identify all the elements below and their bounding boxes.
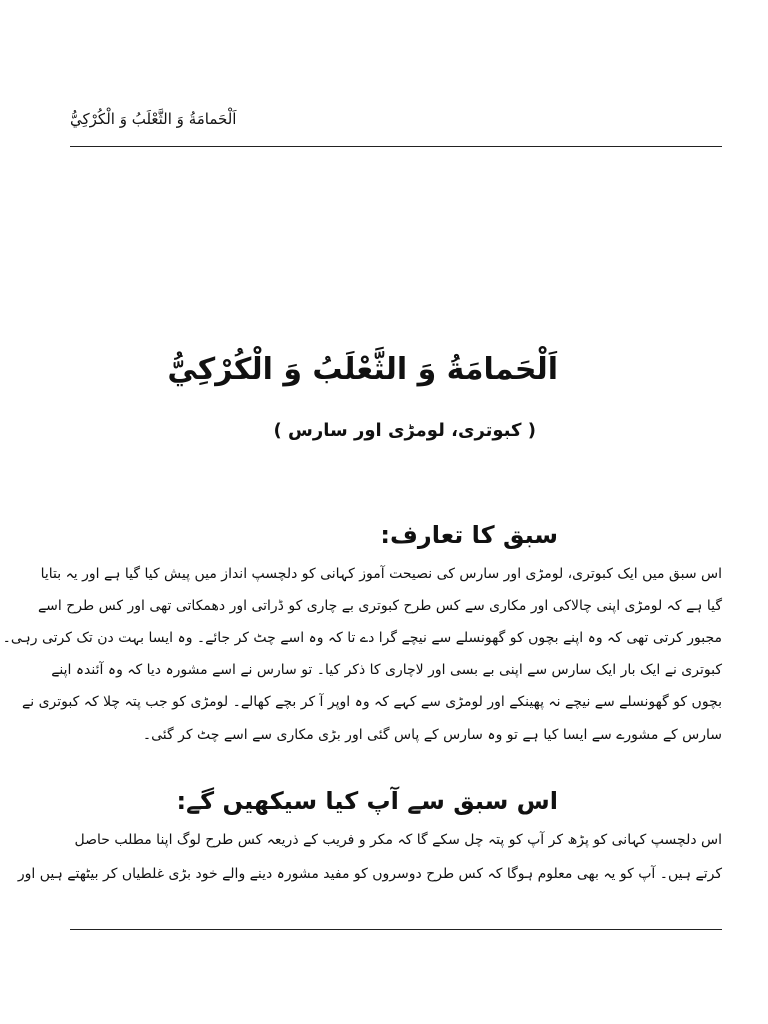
intro-paragraph-line: گیا ہے کہ لومڑی اپنی چالاکی اور مکاری سے کس طرح کبوتری بے چاری کو ڈراتی اور دھمکاتی تھی اور کس طرح اسے [37,598,722,614]
intro-paragraph-line: سارس کے مشورے سے ایسا کیا ہے تو وہ سارس کے پاس گئی اور بڑی مکاری سے اسے چٹ کر گئی۔ [142,727,722,743]
intro-paragraph-line: کبوتری نے ایک بار ایک سارس سے اپنی بے بسی اور لاچاری کا ذکر کیا۔ تو سارس نے اسے مشورہ دیا کہ وہ آئندہ اپنے [51,662,722,678]
intro-heading: سبق کا تعارف: [380,521,558,549]
chapter-subtitle: ( کبوتری، لومڑی اور سارس ) [273,420,536,441]
learning-outcomes-heading: اس سبق سے آپ کیا سیکھیں گے: [176,787,558,815]
header-divider [70,146,722,147]
running-header-title: اَلْحَمامَةُ وَ الثَّعْلَبُ وَ الْكُرْكِيُّ [70,110,237,128]
chapter-title: اَلْحَمامَةُ وَ الثَّعْلَبُ وَ الْكُرْكِيُّ [167,352,558,387]
intro-paragraph-line: بچوں کو گھونسلے سے نیچے نہ پھینکے اور لومڑی سے کہے کہ وہ اوپر آ کر بچے کھالے۔ لومڑی کو جب پتہ چلا کہ کبوتری نے [22,694,722,710]
intro-paragraph-line: مجبور کرتی تھی کہ وہ اپنے بچوں کو گھونسلے سے نیچے گرا دے تا کہ وہ اسے چٹ کر جائے۔ وہ ایسا بہت دن تک کرتی رہی۔ [2,630,722,646]
footer-divider [70,929,722,930]
learning-paragraph-line: اس دلچسپ کہانی کو پڑھ کر آپ کو پتہ چل سکے گا کہ مکر و فریب کے ذریعہ کس طرح لوگ اپنا مطلب حاصل [74,832,722,848]
intro-paragraph-line: اس سبق میں ایک کبوتری، لومڑی اور سارس کی نصیحت آموز کہانی کو دلچسپ انداز میں پیش کیا گیا ہے اور یہ بتایا [40,566,722,582]
learning-paragraph-line: کرتے ہیں۔ آپ کو یہ بھی معلوم ہوگا کہ کس طرح دوسروں کو مفید مشورہ دینے والے خود بڑی غلطیاں کر بیٹھتے ہیں اور [17,866,722,882]
